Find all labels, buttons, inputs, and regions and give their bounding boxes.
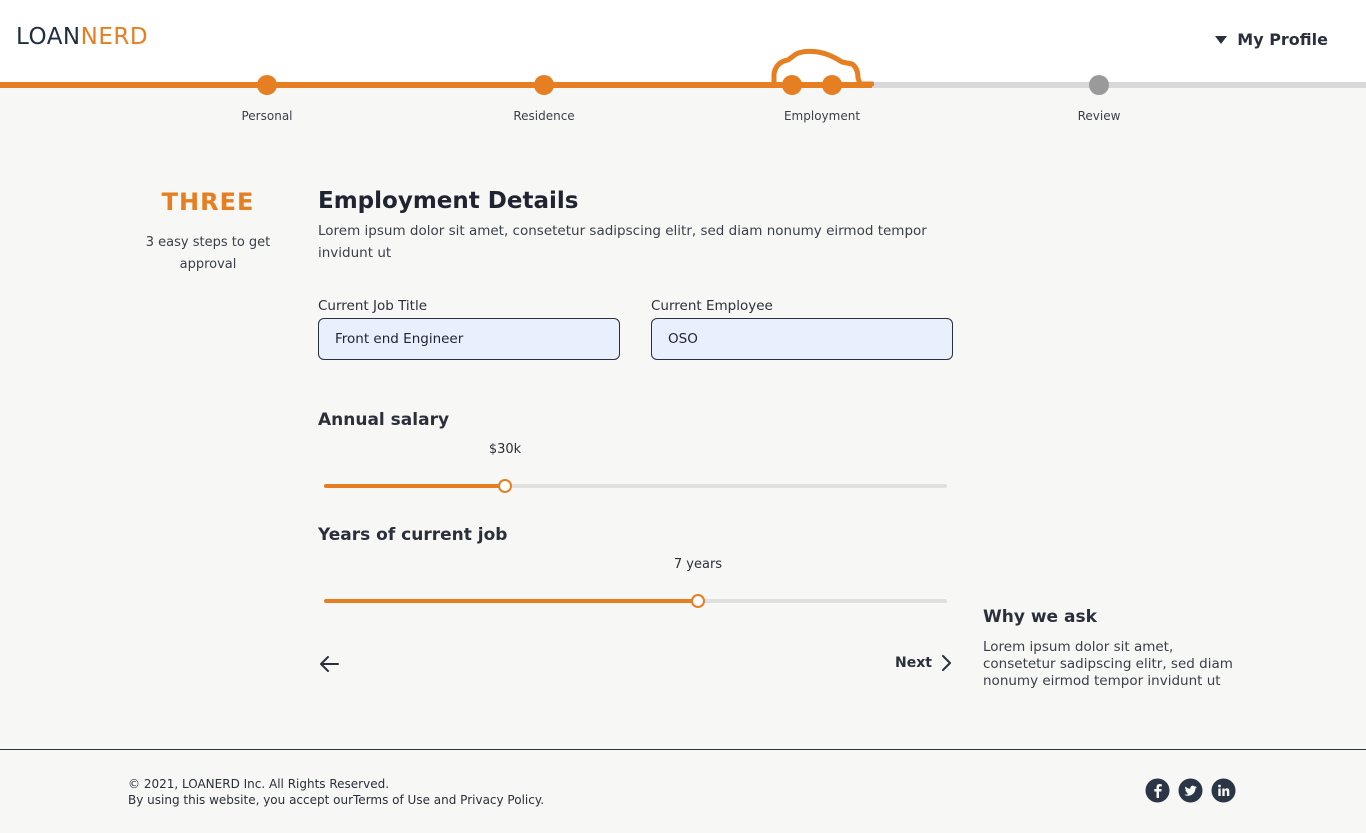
years-heading: Years of current job — [318, 525, 508, 545]
social-links — [1145, 778, 1236, 803]
step-label-residence: Residence — [513, 109, 575, 123]
next-label: Next — [895, 655, 932, 671]
salary-value: $30k — [488, 442, 522, 457]
footer-legal — [128, 776, 544, 808]
terms-text[interactable]: By using this website, you accept ourTerms of Use and Privacy Policy. — [128, 793, 545, 807]
step-number: THREE — [161, 188, 255, 216]
step-dot-residence[interactable] — [534, 75, 554, 95]
progress-track-complete — [0, 82, 872, 88]
step-label-personal: Personal — [241, 109, 293, 123]
linkedin-icon[interactable] — [1211, 778, 1236, 803]
years-slider-thumb[interactable] — [691, 594, 705, 608]
profile-menu[interactable] — [1215, 30, 1328, 49]
arrow-left-icon — [318, 654, 340, 674]
salary-slider[interactable] — [324, 484, 947, 488]
back-button[interactable] — [318, 654, 340, 674]
next-button[interactable] — [895, 654, 952, 672]
car-wheel-rear — [822, 75, 842, 95]
salary-slider-fill — [324, 484, 505, 488]
step-subtitle: 3 easy steps to get approval — [145, 235, 271, 272]
step-dot-review[interactable] — [1089, 75, 1109, 95]
salary-heading: Annual salary — [318, 410, 450, 430]
step-label-review: Review — [1077, 109, 1121, 123]
page-description: Lorem ipsum dolor sit amet, consetetur sadipscing elitr, sed diam nonumy eirmod tempor invidunt ut — [318, 223, 927, 261]
page-title: Employment Details — [318, 188, 579, 214]
car-wheel-front — [782, 75, 802, 95]
job-title-input[interactable] — [318, 318, 620, 360]
logo-part-loan: LOAN — [16, 24, 81, 50]
years-slider[interactable] — [324, 599, 947, 603]
years-value: 7 years — [673, 557, 723, 572]
caret-down-icon — [1215, 36, 1227, 44]
site-footer — [0, 749, 1366, 833]
logo-letter-n: N — [80, 24, 99, 50]
copyright-text: © 2021, LOANERD Inc. All Rights Reserved. — [128, 777, 390, 791]
step-dot-personal[interactable] — [257, 75, 277, 95]
step-label-employment: Employment — [783, 109, 861, 123]
salary-slider-thumb[interactable] — [498, 479, 512, 493]
site-header — [0, 0, 1366, 84]
years-slider-fill — [324, 599, 698, 603]
chevron-right-icon — [940, 654, 952, 672]
logo-part-erd: ERD — [98, 24, 149, 50]
brand-logo[interactable] — [16, 24, 148, 50]
job-title-label: Current Job Title — [318, 298, 428, 314]
employer-input[interactable] — [651, 318, 953, 360]
twitter-icon[interactable] — [1178, 778, 1203, 803]
why-we-ask-title: Why we ask — [983, 607, 1097, 627]
employer-label: Current Employee — [651, 298, 773, 314]
profile-label: My Profile — [1237, 30, 1328, 49]
facebook-icon[interactable] — [1145, 778, 1170, 803]
why-we-ask-text: Lorem ipsum dolor sit amet, consetetur sadipscing elitr, sed diam nonumy eirmod tempor invidunt ut — [983, 639, 1233, 689]
progress-track-remaining — [872, 82, 1366, 88]
